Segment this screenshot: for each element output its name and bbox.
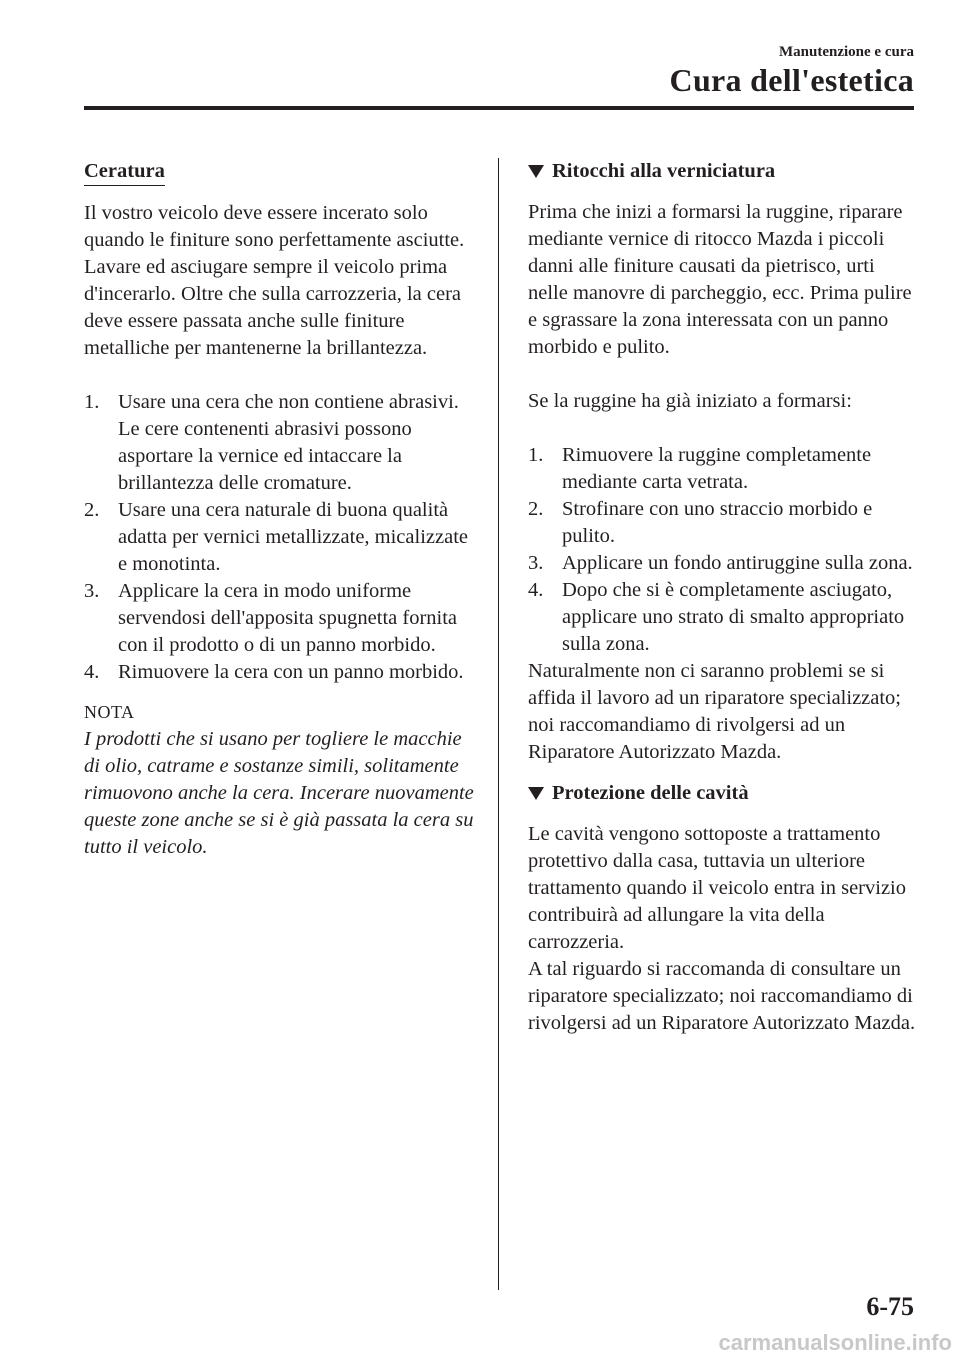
page-title: Cura dell'estetica — [669, 62, 914, 98]
step-number: 4. — [528, 579, 544, 601]
step-text: Strofinare con uno straccio morbido e pulito. — [562, 498, 873, 547]
heading-ritocchi — [528, 158, 918, 185]
heading-ritocchi-label: Ritocchi alla verniciatura — [552, 160, 776, 182]
watermark: carmanualsonline.info — [718, 1330, 952, 1355]
note-label: NOTA — [84, 702, 135, 722]
list-item — [84, 497, 474, 578]
step-number: 3. — [528, 552, 544, 574]
header-rule — [84, 106, 914, 110]
list-item — [84, 578, 474, 659]
list-item — [528, 577, 918, 658]
step-text: Applicare la cera in modo uniforme servendosi dell'apposita spugnetta fornita con il prodotto o di un panno morbido. — [118, 580, 458, 656]
step-text: Usare una cera naturale di buona qualità adatta per vernici metallizzate, micalizzate e monotinta. — [118, 499, 468, 575]
list-item — [528, 550, 918, 577]
ritocchi-intro: Prima che inizi a formarsi la ruggine, riparare mediante vernice di ritocco Mazda i piccoli danni alle finiture causati da pietrisco, urti nelle manovre di parcheggio, ecc. Prima pulire e sgrassare la zona interessata con un panno morbido e pulito. — [528, 201, 912, 358]
note-text: I prodotti che si usano per togliere le macchie di olio, catrame e sostanze simili, solitamente rimuovono anche la cera. Incerare nuovamente queste zone anche se si è già passata la cera su tutto il veicolo. — [84, 728, 474, 858]
wax-steps-list — [84, 389, 474, 686]
step-text: Dopo che si è completamente asciugato, applicare uno strato di smalto appropriato sulla zona. — [562, 579, 905, 655]
triangle-down-icon — [528, 165, 544, 178]
step-number: 4. — [84, 661, 100, 683]
page-number: 6-75 — [866, 1292, 914, 1321]
step-number: 1. — [528, 444, 544, 466]
ritocchi-outro: Naturalmente non ci saranno problemi se si affida il lavoro ad un riparatore specializzato; noi raccomandiamo di rivolgersi ad un Riparatore Autorizzato Mazda. — [528, 660, 902, 763]
list-item — [84, 389, 474, 497]
ritocchi-lead: Se la ruggine ha già iniziato a formarsi: — [528, 390, 852, 412]
right-column — [528, 158, 918, 1037]
step-number: 2. — [528, 498, 544, 520]
list-item — [84, 659, 474, 686]
intro-paragraph-2: Lavare ed asciugare sempre il veicolo prima d'incerarlo. Oltre che sulla carrozzeria, la cera deve essere passata anche sulle finiture metalliche per mantenerne la brillantezza. — [84, 256, 462, 359]
rust-steps-list — [528, 442, 918, 658]
triangle-down-icon — [528, 787, 544, 800]
left-column — [84, 158, 474, 861]
step-text: Usare una cera che non contiene abrasivi. — [118, 391, 459, 413]
protezione-paragraph-2: A tal riguardo si raccomanda di consultare un riparatore specializzato; noi raccomandiamo di rivolgersi ad un Riparatore Autorizzato Mazda. — [528, 958, 916, 1034]
step-detail: Le cere contenenti abrasivi possono asportare la vernice ed intaccare la brillantezza delle cromature. — [118, 418, 412, 494]
heading-protezione — [528, 780, 918, 807]
list-item — [528, 496, 918, 550]
protezione-paragraph-1: Le cavità vengono sottoposte a trattamento protettivo dalla casa, tuttavia un ulteriore trattamento quando il veicolo entra in servizio contribuirà ad allungare la vita della carrozzeria. — [528, 823, 906, 953]
intro-paragraph-1: Il vostro veicolo deve essere incerato solo quando le finiture sono perfettamente asciutte. — [84, 202, 465, 251]
header-section-label: Manutenzione e cura — [779, 44, 914, 60]
column-divider — [498, 158, 499, 1290]
heading-ceratura: Ceratura — [84, 159, 165, 186]
step-number: 2. — [84, 499, 100, 521]
step-text: Applicare un fondo antiruggine sulla zona. — [562, 552, 913, 574]
step-text: Rimuovere la cera con un panno morbido. — [118, 661, 464, 683]
step-number: 3. — [84, 580, 100, 602]
step-number: 1. — [84, 391, 100, 413]
heading-protezione-label: Protezione delle cavità — [552, 782, 749, 804]
step-text: Rimuovere la ruggine completamente mediante carta vetrata. — [562, 444, 872, 493]
list-item — [528, 442, 918, 496]
